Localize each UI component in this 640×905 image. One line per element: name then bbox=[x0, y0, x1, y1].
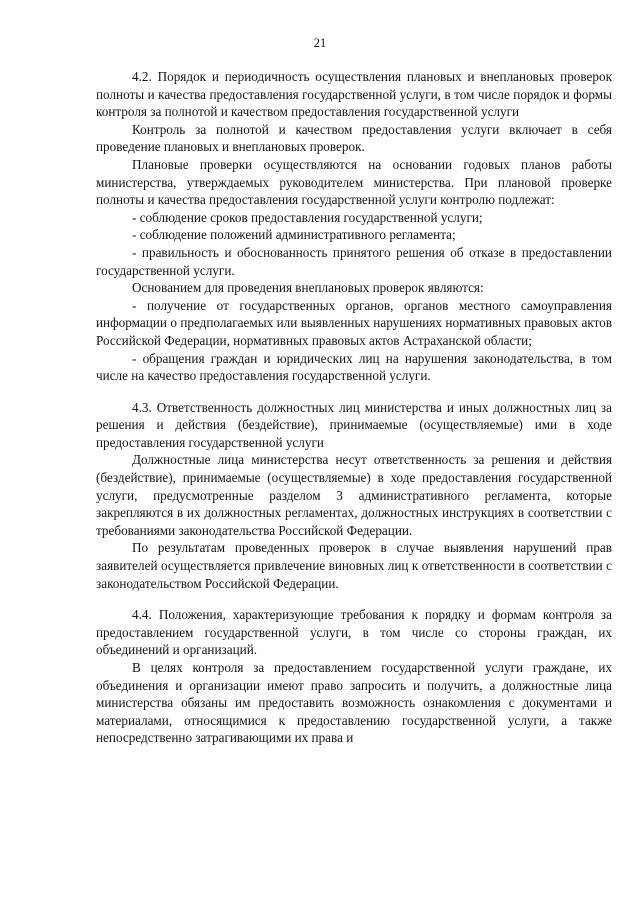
section-gap bbox=[96, 385, 612, 399]
paragraph: - соблюдение положений административного регламента; bbox=[132, 227, 456, 243]
paragraph: По результатам проведенных проверок в случае выявления нарушений прав заявителей осуществляется привлечение виновных лиц к ответственности в соответствии с законодательством Российской Федерации. bbox=[96, 540, 612, 591]
paragraph: - получение от государственных органов, органов местного самоуправления информации о предполагаемых или выявленных нарушениях нормативных правовых актов Российской Федерации, нормативных правовых актов Астраханской области; bbox=[96, 297, 612, 348]
paragraph: 4.3. Ответственность должностных лиц министерства и иных должностных лиц за решения и действия (бездействие), принимаемые (осуществляемые) ими в ходе предоставления государственной услуги bbox=[96, 399, 612, 450]
document-body bbox=[96, 68, 612, 747]
paragraph: - правильность и обоснованность принятого решения об отказе в предоставлении государственной услуги. bbox=[96, 244, 612, 278]
paragraph: Основанием для проведения внеплановых проверок являются: bbox=[132, 280, 484, 296]
section-gap bbox=[96, 592, 612, 606]
paragraph: - соблюдение сроков предоставления государственной услуги; bbox=[132, 209, 483, 225]
paragraph: Контроль за полнотой и качеством предоставления услуги включает в себя проведение плановых и внеплановых проверок. bbox=[96, 121, 612, 155]
paragraph: В целях контроля за предоставлением государственной услуги граждане, их объединения и организации имеют право запросить и получить, а должностные лица министерства обязаны им предоставить возможность ознакомления с документами и материалами, относящимися к предоставлению государственной услуги, а также непосредственно затрагивающими их права и bbox=[96, 660, 612, 746]
paragraph: Должностные лица министерства несут ответственность за решения и действия (бездействие), принимаемые (осуществляемые) в ходе предоставления государственной услуги, предусмотренные разделом 3 административного регламента, которые закрепляются в их должностных регламентах, должностных инструкциях в соответствии с требованиями законодательства Российской Федерации. bbox=[96, 452, 612, 538]
paragraph: 4.4. Положения, характеризующие требования к порядку и формам контроля за предоставлением государственной услуги, в том числе со стороны граждан, их объединений и организаций. bbox=[96, 607, 612, 658]
paragraph: Плановые проверки осуществляются на основании годовых планов работы министерства, утверждаемых руководителем министерства. При плановой проверке полноты и качества предоставления государственной услуги контролю подлежат: bbox=[96, 156, 612, 208]
page-number: 21 bbox=[313, 36, 327, 50]
paragraph: 4.2. Порядок и периодичность осуществления плановых и внеплановых проверок полноты и качества предоставления государственной услуги, в том числе порядок и формы контроля за полнотой и качеством предоставления государственной услуги bbox=[96, 69, 612, 120]
paragraph: - обращения граждан и юридических лиц на нарушения законодательства, в том числе на качество предоставления государственной услуги. bbox=[96, 350, 612, 384]
